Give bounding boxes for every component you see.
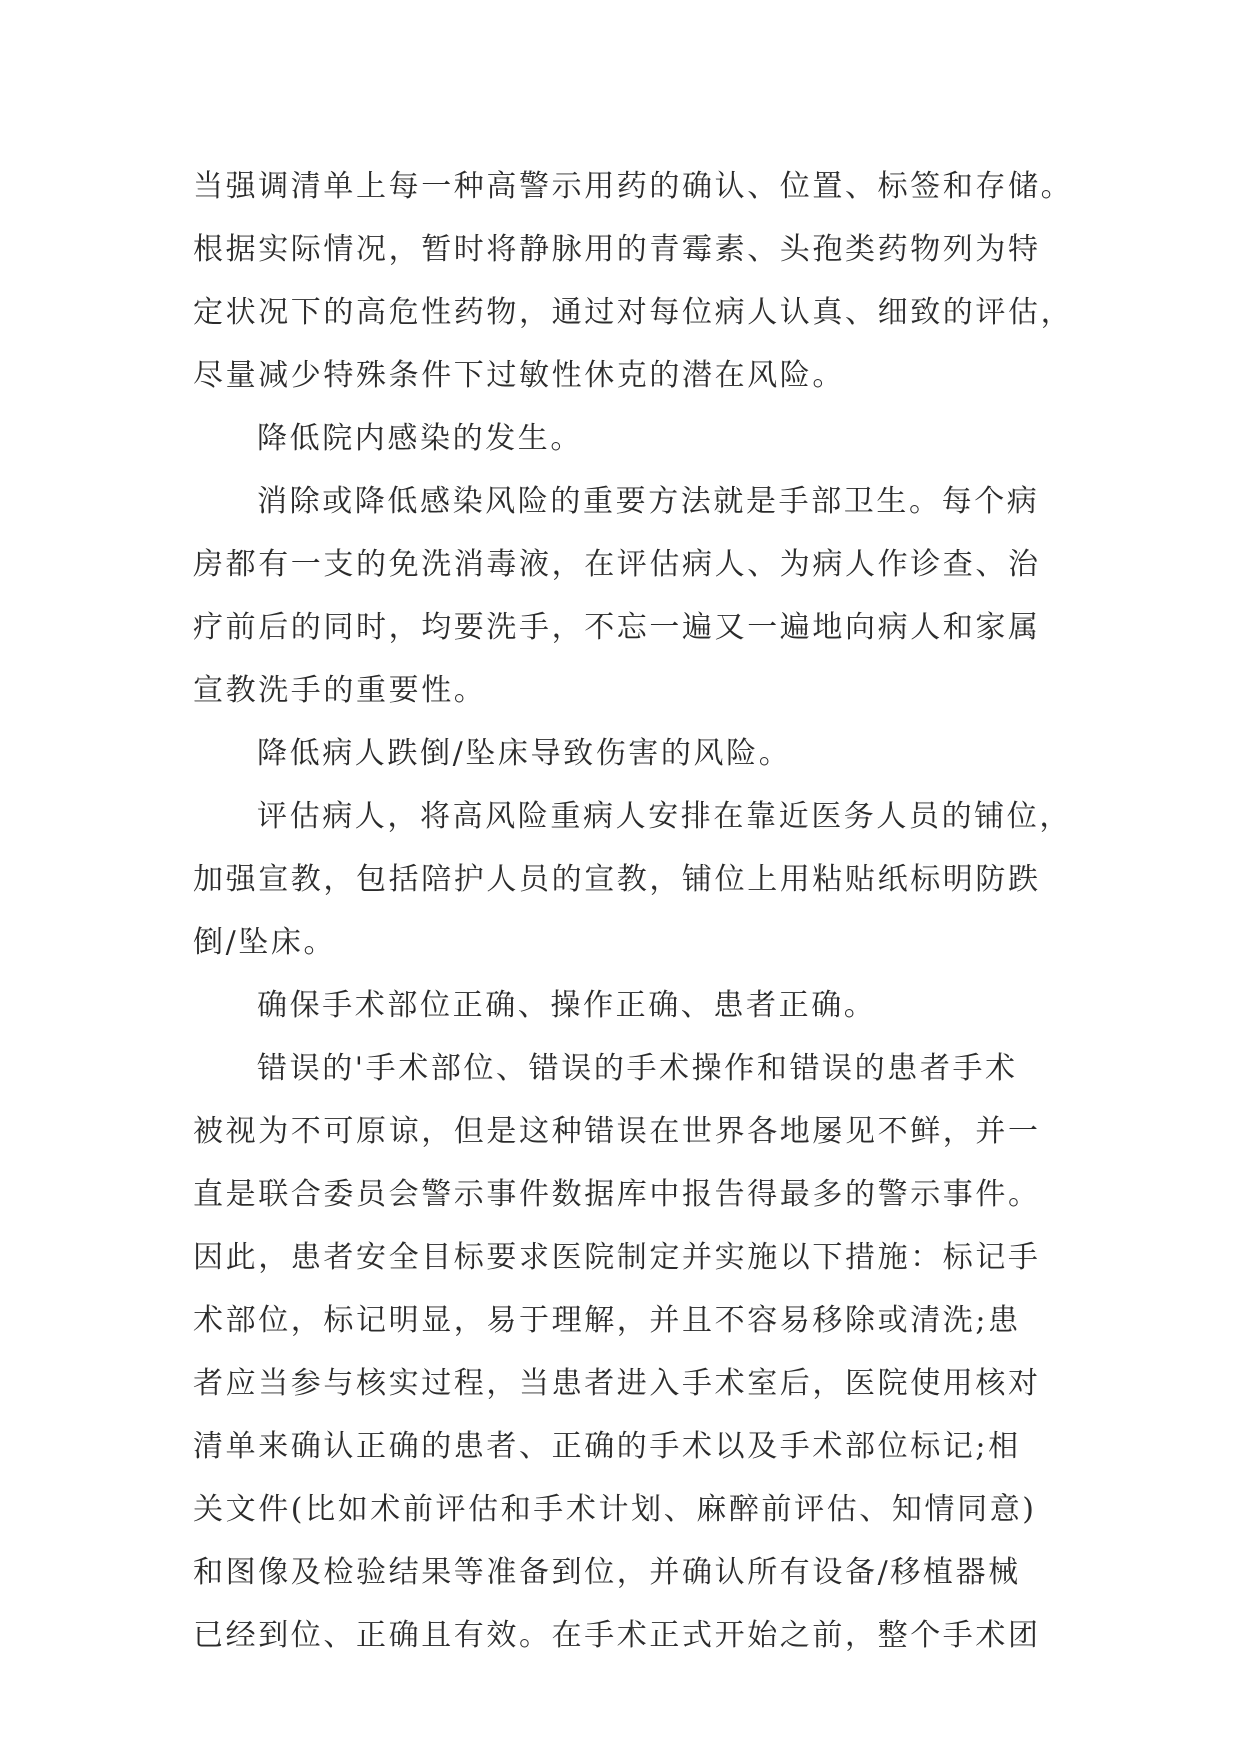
text-line: 评估病人，将高风险重病人安排在靠近医务人员的铺位，	[257, 799, 1072, 834]
text-line: 根据实际情况，暂时将静脉用的青霉素、头孢类药物列为特	[193, 232, 1041, 267]
text-line: 定状况下的高危性药物，通过对每位病人认真、细致的评估，	[193, 295, 1074, 330]
text-line: 因此，患者安全目标要求医院制定并实施以下措施：标记手	[193, 1240, 1041, 1275]
text-line: 房都有一支的免洗消毒液，在评估病人、为病人作诊查、治	[193, 547, 1041, 582]
text-line: 被视为不可原谅，但是这种错误在世界各地屡见不鲜，并一	[193, 1114, 1041, 1149]
text-line: 加强宣教，包括陪护人员的宣教，铺位上用粘贴纸标明防跌	[193, 862, 1041, 897]
text-line: 疗前后的同时，均要洗手，不忘一遍又一遍地向病人和家属	[193, 610, 1041, 645]
text-line: 消除或降低感染风险的重要方法就是手部卫生。每个病	[257, 484, 1040, 519]
text-line: 和图像及检验结果等准备到位，并确认所有设备/移植器械	[193, 1555, 1021, 1590]
text-line: 错误的'手术部位、错误的手术操作和错误的患者手术	[257, 1051, 1018, 1086]
paragraph-heading: 降低病人跌倒/坠床导致伤害的风险。	[257, 736, 792, 771]
text-line: 当强调清单上每一种高警示用药的确认、位置、标签和存储。	[193, 169, 1074, 204]
paragraph-heading: 降低院内感染的发生。	[257, 421, 583, 456]
text-line: 倒/坠床。	[193, 925, 337, 960]
text-line: 宣教洗手的重要性。	[193, 673, 487, 708]
text-line: 者应当参与核实过程，当患者进入手术室后，医院使用核对	[193, 1366, 1041, 1401]
document-body	[193, 155, 1073, 1667]
text-line: 直是联合委员会警示事件数据库中报告得最多的警示事件。	[193, 1177, 1041, 1212]
text-line: 术部位，标记明显，易于理解，并且不容易移除或清洗;患	[193, 1303, 1021, 1338]
text-line: 已经到位、正确且有效。在手术正式开始之前，整个手术团	[193, 1618, 1041, 1653]
paragraph-heading: 确保手术部位正确、操作正确、患者正确。	[257, 988, 877, 1023]
text-line: 尽量减少特殊条件下过敏性休克的潜在风险。	[193, 358, 845, 393]
text-line: 关文件(比如术前评估和手术计划、麻醉前评估、知情同意)	[193, 1492, 1037, 1527]
text-line: 清单来确认正确的患者、正确的手术以及手术部位标记;相	[193, 1429, 1021, 1464]
